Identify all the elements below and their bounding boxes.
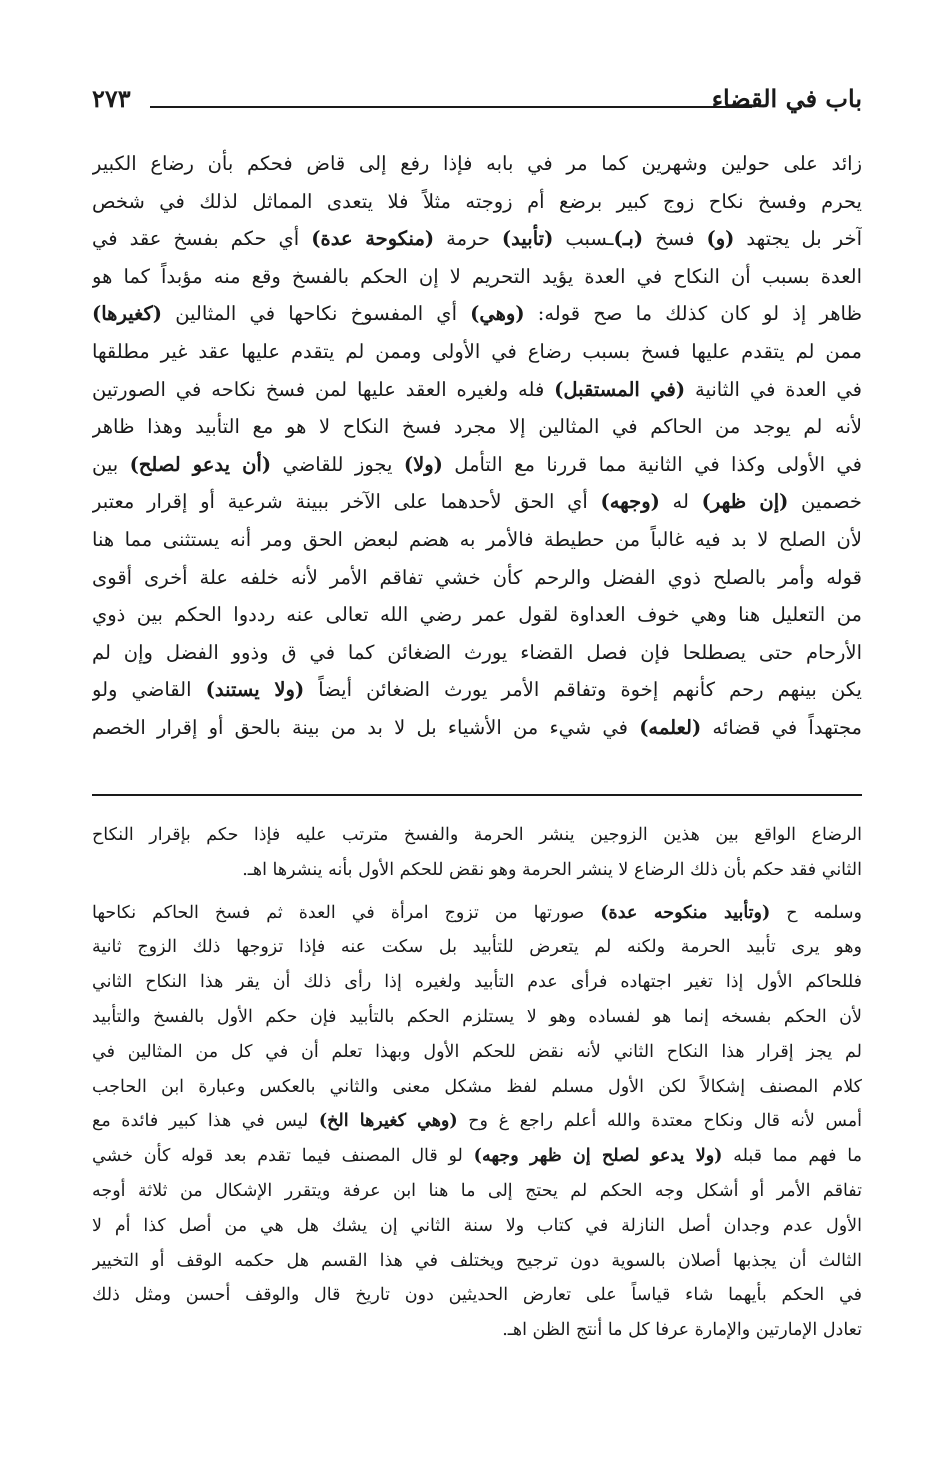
main-line: آخر بل يجتهد (و) فسخ (بـ)ـسبب (تأبيد) حرمة (منكوحة عدة) أي حكم بفسخ عقد في	[92, 227, 862, 251]
quoted-matn: (كغيرها)	[92, 302, 163, 326]
chapter-title: باب في القضاء	[711, 84, 862, 113]
note-gap	[92, 888, 862, 896]
main-text	[92, 145, 862, 747]
note-line: فللحاكم الأول إذا تغير اجتهاده فرأى عدم التأبيد ولغيره إذا رأى ذلك أن يقر هذا النكاح الثاني	[92, 972, 862, 993]
note-line: لم يجز إقرار هذا النكاح الثاني لأنه نقض للحكم الأول وبهذا تعلم أن في كل من المثالين في	[92, 1041, 862, 1062]
quoted-matn: (وجهه)	[600, 490, 660, 514]
quoted-matn: (وهي)	[470, 302, 525, 326]
quoted-matn: (منكوحة عدة)	[311, 227, 435, 251]
note-line: الثالث أن يجذبها أصلان بالسوية دون ترجيح ويختلف في هذا القسم هل حكمه الوقف أو التخيير	[92, 1250, 862, 1271]
header-rule	[150, 106, 752, 108]
quoted-matn: (وهي كغيرها الخ)	[318, 1111, 458, 1132]
main-line: خصمين (إن ظهر) له (وجهه) أي الحق لأحدهما على الآخر ببينة شرعية أو إقرار معتبر	[92, 490, 862, 514]
quoted-matn: (ولا يستند)	[205, 678, 305, 702]
quoted-matn: (تأبيد)	[501, 227, 554, 251]
note-line: أمس لأنه قال ونكاح معتدة والله أعلم راجع غ وح (وهي كغيرها الخ) ليس في هذا كبير فائدة مع	[92, 1111, 862, 1132]
note-line: كلام المصنف إشكالاً لكن الأول مسلم لفظ مشكل معنى والثاني بالعكس وعبارة ابن الحاجب	[92, 1076, 862, 1097]
quoted-matn: (وتأبيد منكوحه عدة)	[600, 902, 771, 923]
main-line: العدة بسبب أن النكاح في العدة يؤيد التحريم لا إن الحكم بالفسخ وقع منه مؤبداً كما هو	[92, 264, 862, 288]
main-line: زائد على حولين وشهرين كما مر في بابه فإذا رفع إلى قاض فحكم بأن رضاع الكبير	[92, 152, 862, 175]
main-line: في الأولى وكذا في الثانية مما قررنا مع التأمل (ولا) يجوز للقاضي (أن يدعو لصلح) بين	[92, 452, 862, 476]
note-line: تفاقم الأمر أو أشكل وجه الحكم لم يحتج إلى ما هنا ابن عرفة ويتقرر الإشكال من ثلاثة أوجه	[92, 1180, 862, 1201]
main-line: قوله وأمر بالصلح ذوي الفضل والرحم كأن خشي تفاقم الأمر لأنه خلفه علة أخرى أقوى	[92, 565, 862, 589]
quoted-matn: (لعلمه)	[639, 715, 702, 739]
main-line: يحرم وفسخ نكاح زوج كبير برضع أم زوجته مثلاً فلا يتعدى المماثل لذلك في شخص	[92, 189, 862, 213]
page-number: ٢٧٣	[92, 84, 131, 113]
main-line: ظاهر إذ لو كان كذلك ما صح قوله: (وهي) أي المفسوخ نكاحها في المثالين (كغيرها)	[92, 302, 862, 326]
quoted-matn: (ولا يدعو لصلح إن ظهر وجهه)	[473, 1146, 723, 1167]
footnote-divider	[92, 794, 862, 796]
quoted-matn: (و)	[706, 227, 735, 251]
main-line: يكن بينهم رحم كأنهم إخوة وتفاقم الأمر يورث الضغائن أيضاً (ولا يستند) القاضي ولو	[92, 678, 862, 702]
quoted-matn: (إن ظهر)	[701, 490, 789, 514]
main-line: ممن لم يتقدم عليها فسخ بسبب رضاع في الأولى وممن لم يتقدم عليها عقد غير مطلقها	[92, 339, 862, 363]
main-line: لأن الصلح لا بد فيه غالباً من حطيطة فالأمر به هضم لبعض الحق ومر أنه يستثنى مما هنا	[92, 527, 862, 551]
main-line: في العدة في الثانية (في المستقبل) فله ولغيره العقد عليها لمن فسخ نكاحه في الصورتين	[92, 377, 862, 401]
note-line: ما فهم مما قبله (ولا يدعو لصلح إن ظهر وجهه) لو قال المصنف فيما تقدم بعد قوله كأن خشي	[92, 1146, 862, 1167]
quoted-matn: (أن يدعو لصلح)	[129, 452, 272, 476]
note-line: لأن الحكم بفسخه إنما هو لفساده وهو لا يستلزم الحكم بالتأبيد فإن حكم الأول بالفسخ والتأبيد	[92, 1006, 862, 1027]
footnotes	[92, 818, 862, 1348]
note-line: في الحكم بأيهما شاء قياساً على تعارض الحديثين دون تاريخ قال والوقف أحسن ومثل ذلك	[92, 1285, 862, 1306]
page-header	[92, 82, 862, 122]
note-line: الرضاع الواقع بين هذين الزوجين ينشر الحرمة والفسخ مترتب عليه فإذا حكم بإقرار النكاح	[92, 825, 862, 845]
main-line: الأرحام حتى يصطلحا فإن فصل القضاء يورث الضغائن كما في ق وذوو الفضل وإن لم	[92, 640, 862, 664]
quoted-matn: (في المستقبل)	[554, 377, 686, 401]
note-line: تعادل الإمارتين والإمارة عرفا كل ما أنتج الظن اهـ.	[502, 1320, 862, 1341]
quoted-matn: (بـ)	[613, 227, 644, 251]
note-line: الأول عدم وجدان أصل النازلة في كتاب ولا سنة الثاني إن يشك هل هي من أصل كذا أم لا	[92, 1215, 862, 1236]
quoted-matn: (ولا)	[403, 452, 443, 476]
main-line: مجتهداً في قضائه (لعلمه) في شيء من الأشياء بل لا بد من بينة بالحق أو إقرار الخصم	[92, 715, 862, 739]
main-line: لأنه لم يوجد من الحاكم في المثالين إلا مجرد فسخ النكاح لا هو مع التأبيد وهذا ظاهر	[92, 415, 862, 439]
main-line: من التعليل هنا وهي خوف العداوة لقول عمر رضي الله تعالى عنه رددوا الحكم بين ذوي	[92, 603, 862, 627]
note-line: وهو يرى تأبيد الحرمة ولكنه لم يتعرض للتأبيد بل سكت عنه فإذا تزوجها ذلك الزوج ثانية	[92, 937, 862, 958]
note-line: الثاني فقد حكم بأن ذلك الرضاع لا ينشر الحرمة وهو نقض للحكم الأول بأنه ينشرها اهـ.	[242, 859, 862, 880]
note-line: وسلمه ح (وتأبيد منكوحه عدة) صورتها من تزوج امرأة في العدة ثم فسخ الحاكم نكاحها	[92, 902, 862, 923]
